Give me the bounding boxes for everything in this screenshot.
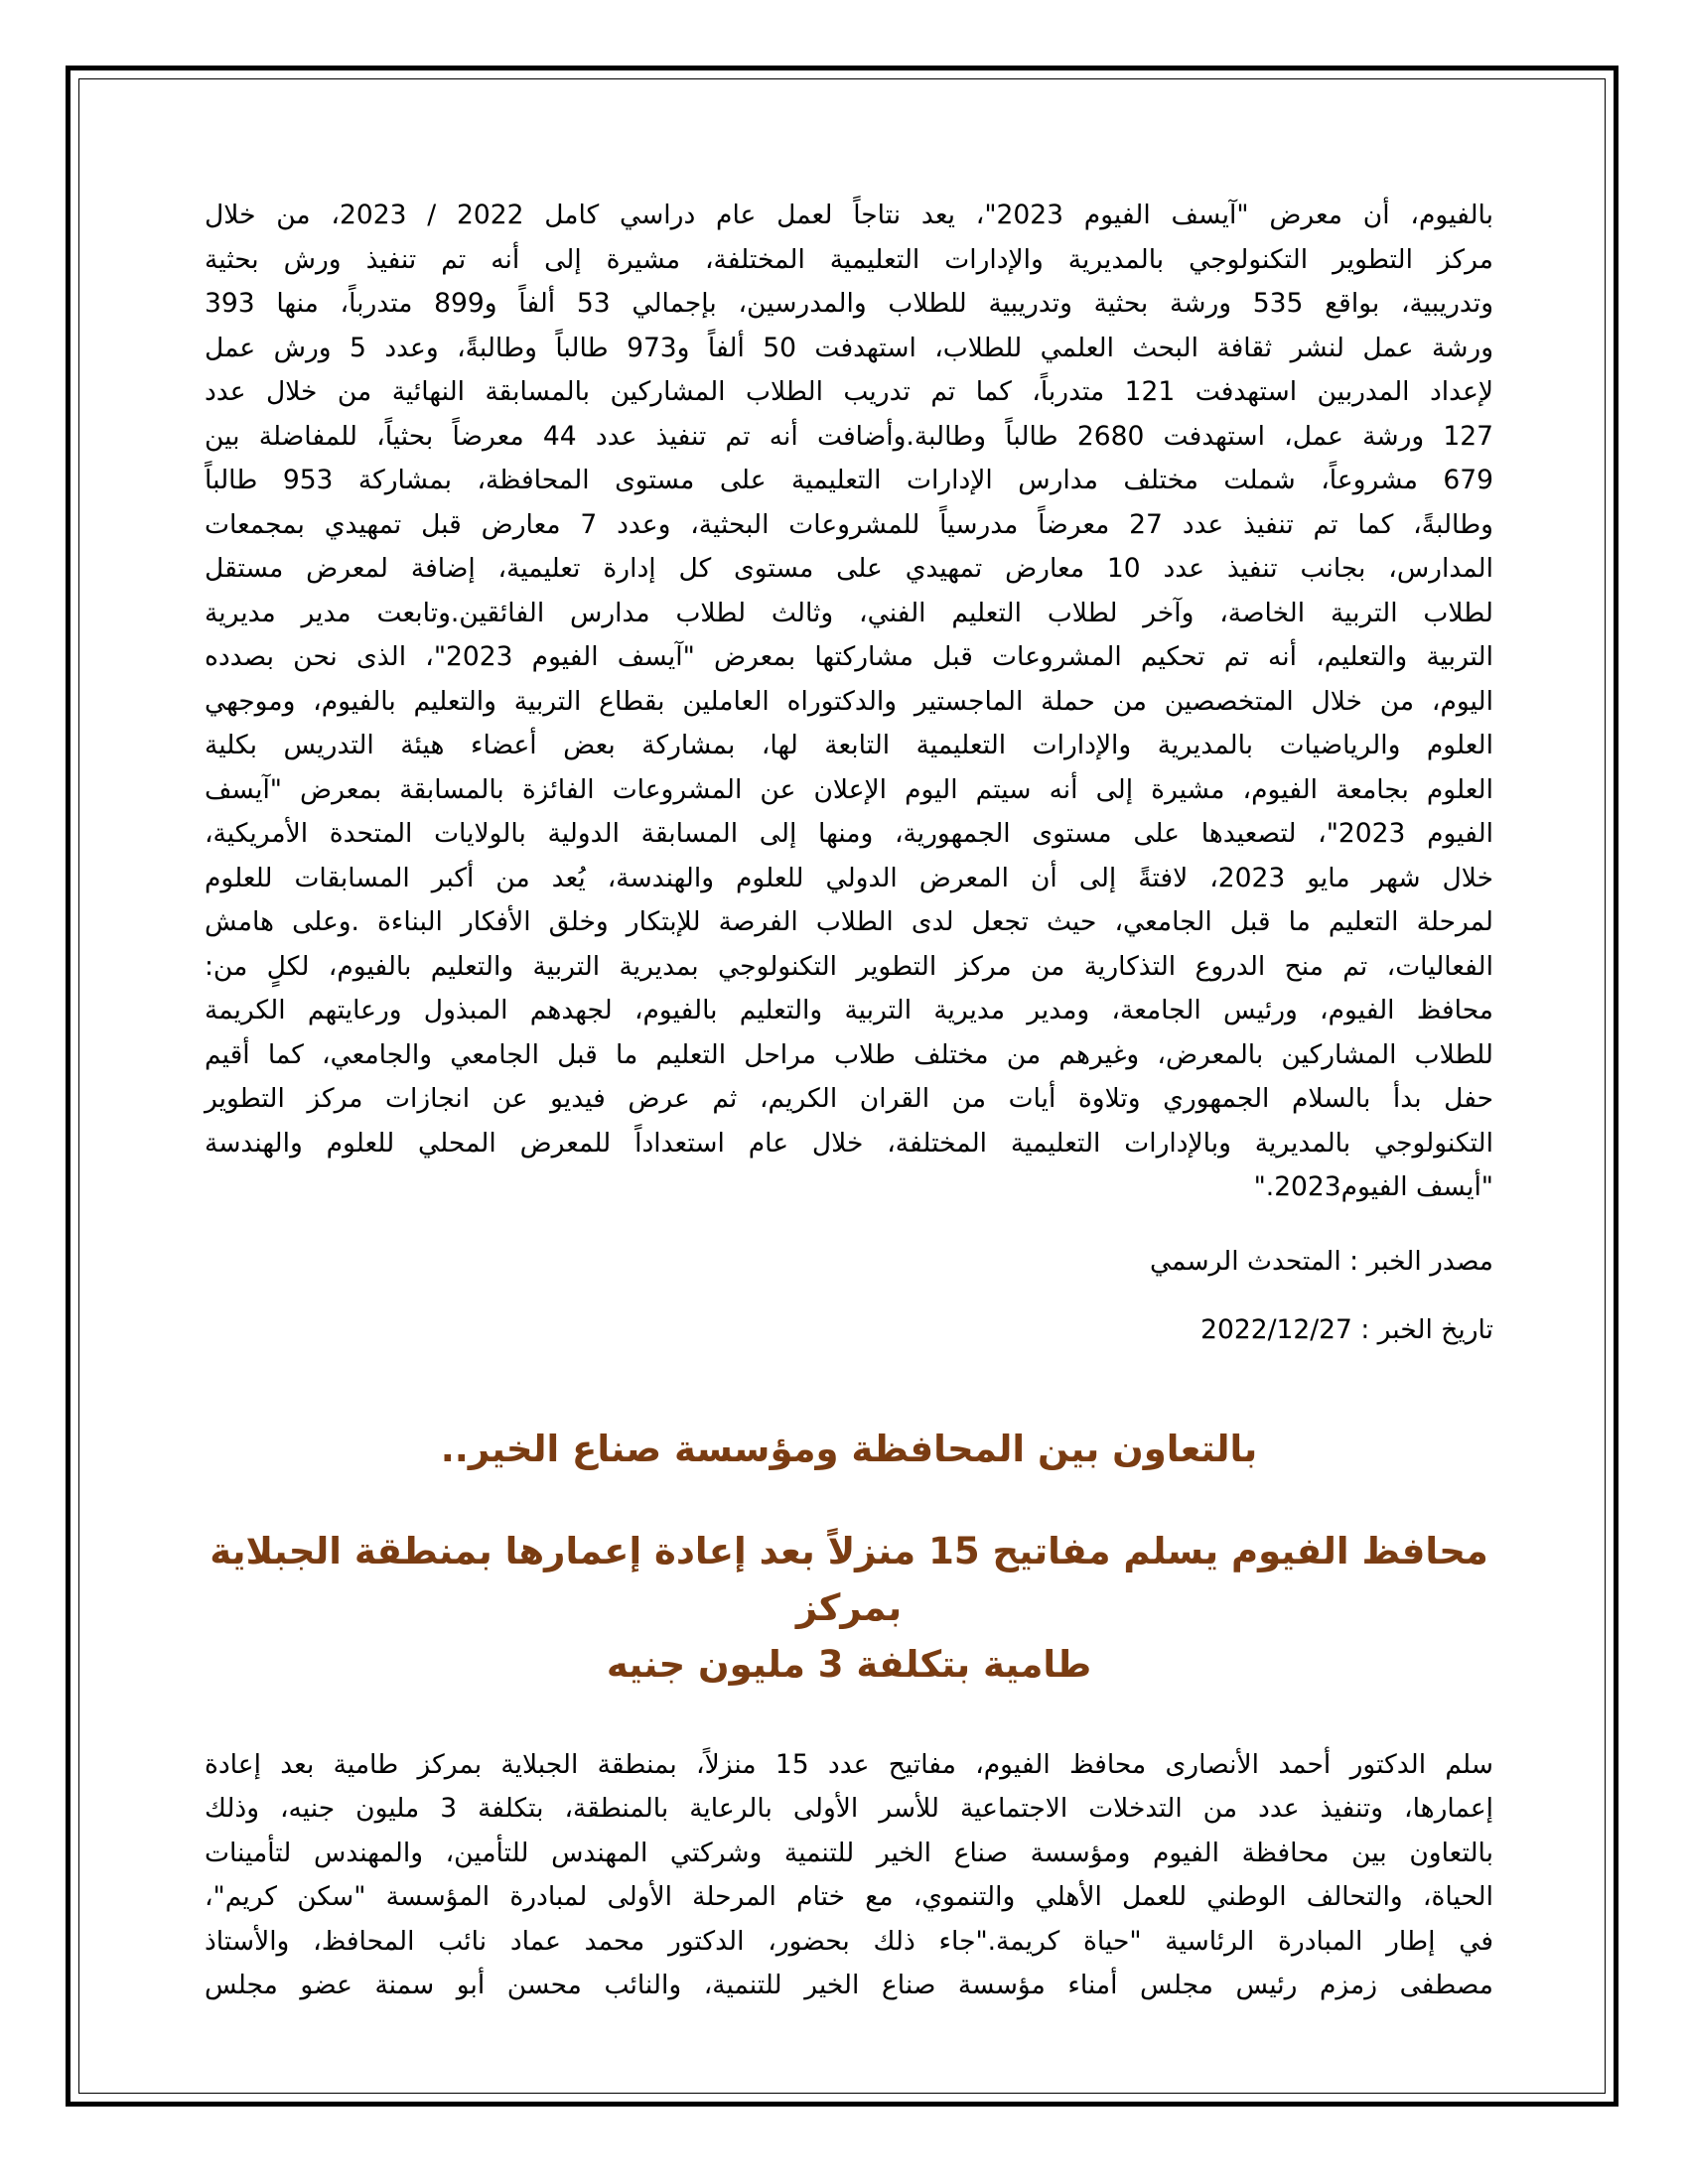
paragraph-line: مصطفى زمزم رئيس مجلس أمناء مؤسسة صناع الخير للتنمية، والنائب محسن أبو سمنة عضو مجلس (205, 1970, 1493, 2000)
paragraph-line: الفيوم 2023"، لتصعيدها على مستوى الجمهورية، ومنها إلى المسابقة الدولية بالولايات المتحدة الأمريكية، (205, 818, 1494, 849)
paragraph-line: المدارس، بجانب تنفيذ عدد 10 معارض تمهيدي على مستوى كل إدارة تعليمية، إضافة لمعرض مستقل (205, 553, 1493, 584)
article-title (205, 1523, 1493, 1693)
paragraph-line: 679 مشروعاً، شملت مختلف مدارس الإدارات التعليمية على مستوى المحافظة، بمشاركة 953 طالباً (205, 465, 1494, 495)
paragraph-line: لإعداد المدربين استهدفت 121 متدرباً، كما تم تدريب الطلاب المشاركين بالمسابقة النهائية من خلال عدد (205, 376, 1493, 407)
paragraph-line: وطالبةً، كما تم تنفيذ عدد 27 معرضاً مدرسياً للمشروعات البحثية، وعدد 7 معارض قبل تمهيدي بمجمعات (205, 508, 1493, 540)
document-content (205, 194, 1493, 2008)
paragraph-line: لطلاب التربية الخاصة، وآخر لطلاب التعليم الفني، وثالث لطلاب مدارس الفائقين.وتابعت مدير مديرية (205, 597, 1493, 628)
title-line: طامية بتكلفة 3 مليون جنيه (606, 1642, 1092, 1686)
paragraph-line: العلوم بجامعة الفيوم، مشيرة إلى أنه سيتم اليوم الإعلان عن المشروعات الفائزة بالمسابقة بمعرض "آيسف (205, 773, 1493, 805)
paragraph-line: التربية والتعليم، أنه تم تحكيم المشروعات قبل مشاركتها بمعرض "آيسف الفيوم 2023"، الذى نحن بصدده (205, 641, 1493, 672)
paragraph-line: 127 ورشة عمل، استهدفت 2680 طالباً وطالبة.وأضافت أنه تم تنفيذ عدد 44 معرضاً بحثياً، للمفاضلة بين (205, 420, 1493, 452)
paragraph-line: بالفيوم، أن معرض "آيسف الفيوم 2023"، يعد نتاجاً لعمل عام دراسي كامل 2022 / 2023، من خلال (205, 200, 1493, 230)
paragraph-line: حفل بدأ بالسلام الجمهوري وتلاوة أيات من القران الكريم، ثم عرض فيديو عن انجازات مركز التطوير (205, 1083, 1493, 1114)
article-subtitle: بالتعاون بين المحافظة ومؤسسة صناع الخير.. (440, 1427, 1258, 1470)
paragraph-line: "أيسف الفيوم2023." (1253, 1171, 1493, 1202)
news-date: تاريخ الخبر : 2022/12/27 (1200, 1314, 1493, 1345)
paragraph-line: ورشة عمل لنشر ثقافة البحث العلمي للطلاب، استهدفت 50 ألفاً و973 طالباً وطالبةً، وعدد 5 ورش عمل (205, 332, 1493, 363)
paragraph-line: التكنولوجي بالمديرية وبالإدارات التعليمية المختلفة، خلال عام استعداداً للمعرض المحلي للعلوم والهندسة (205, 1127, 1493, 1159)
paragraph-line: للطلاب المشاركين بالمعرض، وغيرهم من مختلف طلاب مراحل التعليم ما قبل الجامعي والجامعي، كما أقيم (205, 1038, 1493, 1070)
paragraph-line: محافظ الفيوم، ورئيس الجامعة، ومدير مديرية التربية والتعليم بالفيوم، لجهدهم المبذول ورعايتهم الكريمة (205, 995, 1493, 1025)
paragraph-line: بالتعاون بين محافظة الفيوم ومؤسسة صناع الخير للتنمية وشركتي المهندس للتأمين، والمهندس لتأمينات (205, 1837, 1493, 1868)
paragraph-line: العلوم والرياضيات بالمديرية والإدارات التعليمية التابعة لها، بمشاركة بعض أعضاء هيئة التدريس بكلية (205, 730, 1493, 760)
paragraph-line: إعمارها، وتنفيذ عدد من التدخلات الاجتماعية للأسر الأولى بالرعاية بالمنطقة، بتكلفة 3 مليون جنيه، وذلك (205, 1793, 1493, 1824)
article-1-body (205, 194, 1493, 1210)
paragraph-line: سلم الدكتور أحمد الأنصارى محافظ الفيوم، مفاتيح عدد 15 منزلاً، بمنطقة الجبلاية بمركز طامية بعد إعادة (205, 1748, 1493, 1780)
paragraph-line: وتدريبية، بواقع 535 ورشة بحثية وتدريبية للطلاب والمدرسين، بإجمالي 53 ألفاً و899 متدرباً، منها 393 (205, 288, 1494, 319)
paragraph-line: خلال شهر مايو 2023، لافتةً إلى أن المعرض الدولي للعلوم والهندسة، يُعد من أكبر المسابقات للعلوم (205, 862, 1493, 893)
paragraph-line: اليوم، من خلال المتخصصين من حملة الماجستير والدكتوراه العاملين بقطاع التربية والتعليم بالفيوم، وموجهي (205, 685, 1493, 717)
paragraph-line: مركز التطوير التكنولوجي بالمديرية والإدارات التعليمية المختلفة، مشيرة إلى أنه تم تنفيذ ورش بحثية (205, 243, 1493, 275)
paragraph-line: الفعاليات، تم منح الدروع التذكارية من مركز التطوير التكنولوجي بمديرية التربية والتعليم بالفيوم، لكلٍ من: (205, 950, 1493, 982)
title-line: محافظ الفيوم يسلم مفاتيح 15 منزلاً بعد إعادة إعمارها بمنطقة الجبلاية بمركز (210, 1529, 1488, 1629)
paragraph-line: الحياة، والتحالف الوطني للعمل الأهلي والتنموي، مع ختام المرحلة الأولى لمبادرة المؤسسة "سكن كريم"، (205, 1881, 1493, 1912)
article-2-body (205, 1743, 1493, 2008)
news-source: مصدر الخبر : المتحدث الرسمي (1149, 1245, 1493, 1277)
paragraph-line: لمرحلة التعليم ما قبل الجامعي، حيث تجعل لدى الطلاب الفرصة للإبتكار وخلق الأفكار البناءة .وعلى هامش (205, 906, 1493, 937)
paragraph-line: في إطار المبادرة الرئاسية "حياة كريمة."جاء ذلك بحضور، الدكتور محمد عماد نائب المحافظ، والأستاذ (205, 1925, 1493, 1957)
